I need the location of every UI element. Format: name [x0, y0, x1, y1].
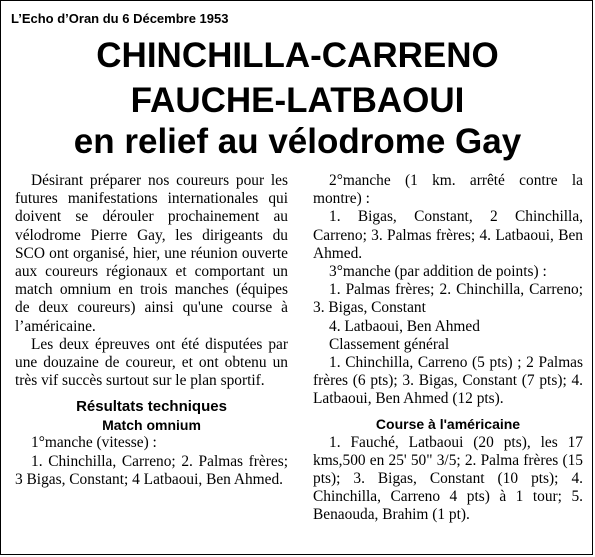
manche-1-results: 1. Chinchilla, Carreno; 2. Palmas frères; 3 Bigas, Constant; 4 Latbaoui, Ben Ahmed.	[15, 452, 288, 488]
manche-2-title: 2°manche (1 km. arrêté contre la montre) :	[313, 172, 583, 208]
manche-3-last: 4. Latbaoui, Ben Ahmed	[329, 317, 480, 335]
intro-paragraph-1: Désirant préparer nos coureurs pour les futures manifestations internationales qui doivent se dérouler prochainement au vélodrome Pierre Gay, les dirigeants du SCO ont organisé, hier, une réunion ouverte aux coureurs régionaux et comportant un match omnium en trois manches (équipes de deux coureurs) ainsi qu'une course à l’américaine.	[15, 172, 288, 335]
manche-3-title: 3°manche (par addition de points) :	[329, 263, 547, 281]
classement-title: Classement général	[329, 335, 450, 353]
manche-3-results: 1. Palmas frères; 2. Chinchilla, Carreno; 3. Bigas, Constant	[313, 281, 583, 317]
newspaper-source: L’Echo d’Oran du 6 Décembre 1953	[11, 11, 229, 26]
manche-2-results: 1. Bigas, Constant, 2 Chinchilla, Carreno; 3. Palmas frères; 4. Latbaoui, Ben Ahmed.	[313, 208, 583, 262]
omnium-heading: Match omnium	[102, 417, 201, 434]
results-heading: Résultats techniques	[76, 398, 227, 416]
americaine-heading: Course à l'américaine	[375, 415, 521, 432]
manche-1-title: 1°manche (vitesse) :	[31, 434, 157, 452]
right-column	[313, 172, 583, 525]
americaine-results: 1. Fauché, Latbaoui (20 pts), les 17 kms,500 en 25' 50" 3/5; 2. Palma frères (15 pts); 3. Bigas, Constant (10 pts); 4. Chinchilla, Carreno 4 pts) à 1 tour; 5. Benaouda, Brahim (1 pt).	[313, 433, 583, 524]
intro-paragraph-2: Les deux épreuves ont été disputées par une douzaine de coureur, et ont obtenu un très vif succès surtout sur le plan sportif.	[15, 335, 288, 390]
headline-line-1: CHINCHILLA-CARRENO	[96, 36, 499, 75]
left-column	[15, 172, 288, 489]
headline-line-2: FAUCHE-LATBAOUI	[130, 81, 465, 120]
headline-line-3: en relief au vélodrome Gay	[73, 122, 522, 161]
classement-results: 1. Chinchilla, Carreno (5 pts) ; 2 Palmas frères (6 pts); 3. Bigas, Constant (7 pts); 4. Latbaoui, Ben Ahmed (12 pts).	[313, 354, 583, 408]
